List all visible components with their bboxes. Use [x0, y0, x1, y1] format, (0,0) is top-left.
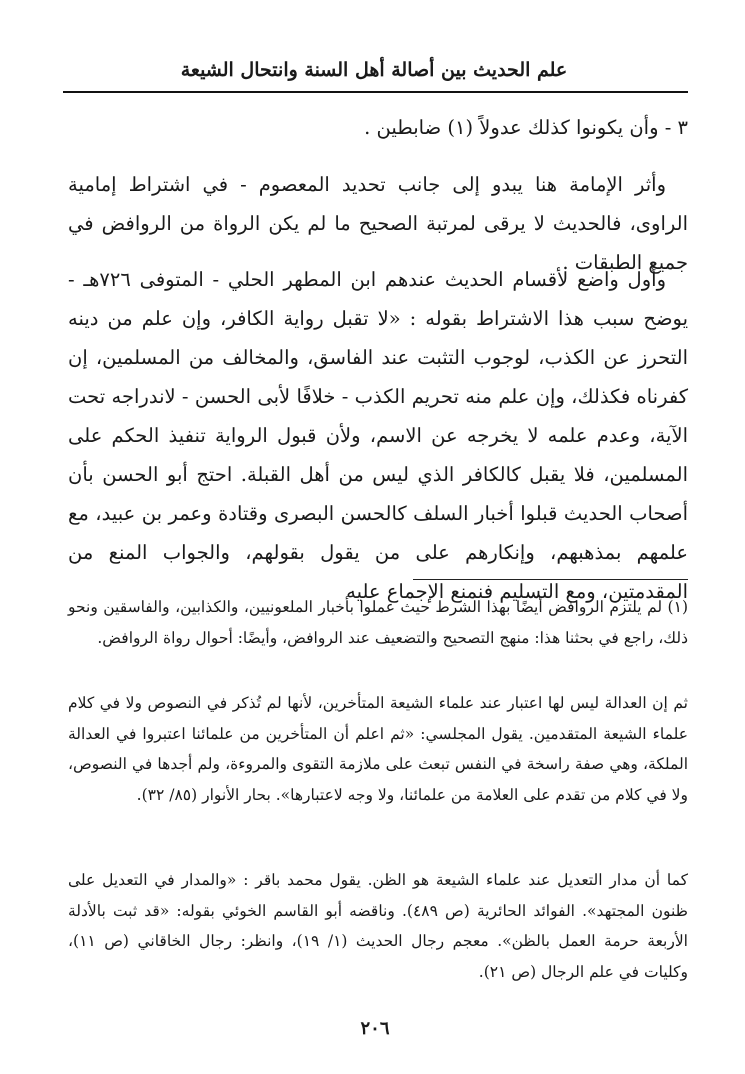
- footnote-separator: [413, 579, 688, 580]
- main-text-hadith-sections: [68, 260, 688, 611]
- running-header: علم الحديث بين أصالة أهل السنة وانتحال الشيعة: [180, 59, 568, 81]
- footnote: ثم إن العدالة ليس لها اعتبار عند علماء الشيعة المتأخرين، لأنها لم تُذكر في النصوص ولا في كلام علماء الشيعة المتقدمين. يقول المجلسي: «ثم اعلم أن المتأخرين من علمائنا اعتبروا في العدالة الملكة، وهي صفة راسخة في النفس تبعث على ملازمة التقوى والمروءة، ولم أجدها في النصوص، ولا في كلام من تقدم على العلامة من علمائنا، ولا وجه لاعتبارها». بحار الأنوار (٨٥/ ٣٢).: [68, 694, 688, 804]
- header-rule: [63, 91, 688, 93]
- page-number: ٢٠٦: [360, 1018, 390, 1039]
- paragraph: وأول واضع لأقسام الحديث عندهم ابن المطهر الحلي - المتوفى ٧٢٦هـ - يوضح سبب هذا الاشتراط بقوله : «لا تقبل رواية الكافر، وإن علم من دينه التحرز عن الكذب، لوجوب التثبت عند الفاسق، والمخالف من المسلمين، إن كفرناه فكذلك، وإن علم منه تحريم الكذب - خلافًا لأبى الحسن - لاندراجه تحت الآية، وعدم علمه لا يخرجه عن الاسم، ولأن قبول الرواية تنفيذ الحكم على المسلمين، فلا يقبل كالكافر الذي ليس من أهل القبلة. احتج أبو الحسن بأن أصحاب الحديث قبلوا أخبار السلف كالحسن البصرى وقتادة وعمر بن عبيد، مع علمهم بمذهبهم، وإنكارهم على من يقول بقولهم، والجواب المنع من المقدمتين، ومع التسليم فنمنع الإجماع عليه: [68, 268, 688, 603]
- paragraph: وأثر الإمامة هنا يبدو إلى جانب تحديد المعصوم - في اشتراط إمامية الراوى، فالحديث لا يرقى لمرتبة الصحيح ما لم يكن الرواة من الروافض في جميع الطبقات .: [68, 173, 688, 274]
- paragraph: ٣ - وأن يكونوا كذلك عدولاً (١) ضابطين .: [364, 116, 688, 139]
- footnote: كما أن مدار التعديل عند علماء الشيعة هو الظن. يقول محمد باقر : «والمدار في التعديل على ظنون المجتهد». الفوائد الحائرية (ص ٤٨٩). وناقضه أبو القاسم الخوئي بقوله: «قد ثبت بالأدلة الأربعة حرمة العمل بالظن». معجم رجال الحديث (١/ ١٩)، وانظر: رجال الخاقاني (ص ١١)، وكليات في علم الرجال (ص ٢١).: [68, 871, 688, 981]
- main-text-item-3: [68, 108, 688, 147]
- footnote: (١) لم يلتزم الروافض أيضًا بهذا الشرط حيث عملوا بأخبار الملعونيين، والكذابين، والفاسقين ونحو ذلك، راجع في بحثنا هذا: منهج التصحيح والتضعيف عند الروافض، وأيضًا: أحوال رواة الروافض.: [68, 598, 688, 647]
